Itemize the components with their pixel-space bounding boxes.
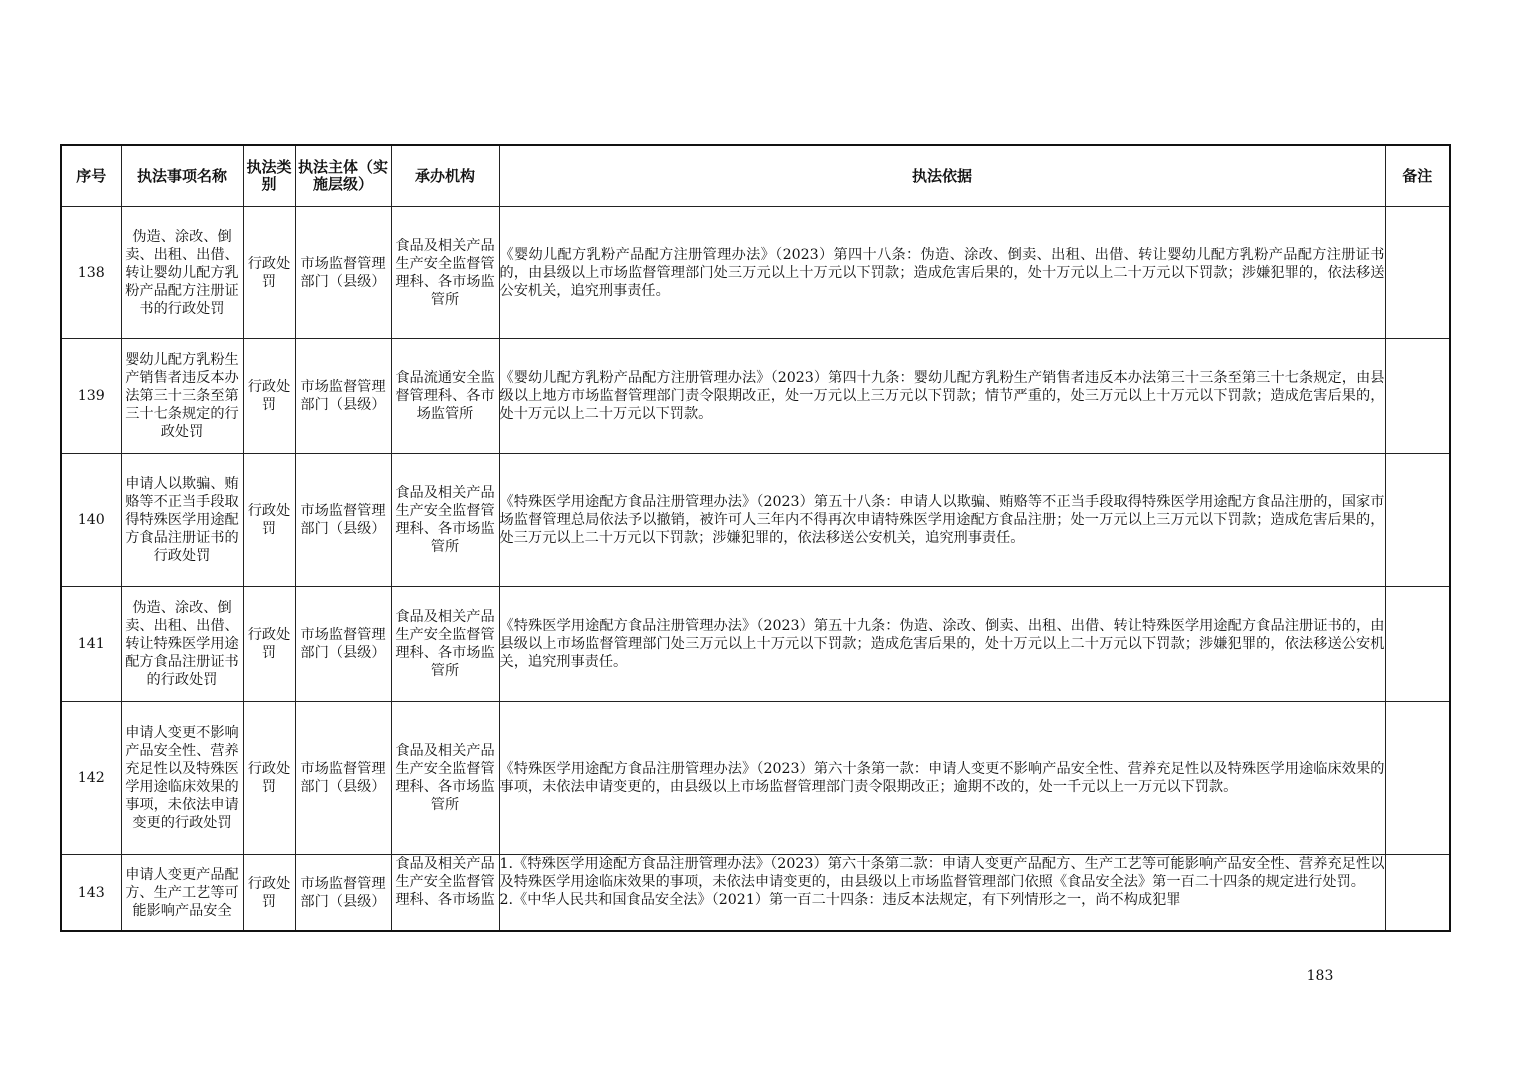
cell-name-text: 申请人变更产品配方、生产工艺等可能影响产品安全 [125,866,239,919]
basis-text: 《特殊医学用途配方食品注册管理办法》（2023）第五十八条：申请人以欺骗、贿赂等不正当手段取得特殊医学用途配方食品注册的，国家市场监督管理总局依法予以撤销，被许可人三年内不得再次申请特殊医学用途配方食品注册；处一万元以上三万元以下罚款；造成危害后果的，处三万元以上二十万元以下罚款；涉嫌犯罪的，依法移送公安机关，追究刑事责任。 [499,494,1385,546]
header-remark: 备注 [1385,145,1450,207]
basis-text-2: 2.《中华人民共和国食品安全法》（2021）第一百二十四条：违反本法规定，有下列情形之一，尚不构成犯罪 [499,892,1181,908]
cell-no: 138 [61,207,121,339]
header-name: 执法事项名称 [121,145,243,207]
cell-category: 行政处罚 [243,702,295,855]
cell-org: 食品流通安全监督管理科、各市场监管所 [391,339,499,454]
cell-category: 行政处罚 [243,339,295,454]
table-row [61,702,1450,855]
cell-category: 行政处罚 [243,587,295,702]
basis-text: 《特殊医学用途配方食品注册管理办法》（2023）第六十条第一款：申请人变更不影响产品安全性、营养充足性以及特殊医学用途临床效果的事项，未依法申请变更的，由县级以上市场监督管理部门责令限期改正；逾期不改的，处一千元以上一万元以下罚款。 [499,761,1385,795]
cell-category: 行政处罚 [243,207,295,339]
cell-remark [1385,702,1450,855]
cell-name [121,855,243,932]
page-number: 183 [1306,968,1334,984]
table-row [61,587,1450,702]
cell-category-text: 行政处罚 [247,875,291,910]
cell-name: 申请人变更不影响产品安全性、营养充足性以及特殊医学用途临床效果的事项，未依法申请变更的行政处罚 [121,702,243,855]
cell-name: 伪造、涂改、倒卖、出租、出借、转让特殊医学用途配方食品注册证书的行政处罚 [121,587,243,702]
cell-org: 食品及相关产品生产安全监督管理科、各市场监管所 [391,587,499,702]
cell-no: 141 [61,587,121,702]
basis-text: 《特殊医学用途配方食品注册管理办法》（2023）第五十九条：伪造、涂改、倒卖、出租、出借、转让特殊医学用途配方食品注册证书的，由县级以上市场监督管理部门处三万元以上十万元以下罚款；造成危害后果的，处十万元以上二十万元以下罚款；涉嫌犯罪的，依法移送公安机关，追究刑事责任。 [499,618,1385,670]
header-category: 执法类别 [243,145,295,207]
table-header [61,145,1450,207]
table-row [61,207,1450,339]
table-row [61,454,1450,587]
cell-category [243,855,295,932]
cell-subject-text: 市场监督管理部门（县级） [300,875,386,910]
cell-org: 食品及相关产品生产安全监督管理科、各市场监管所 [391,702,499,855]
cell-remark [1385,587,1450,702]
cell-basis [499,587,1385,702]
cell-org: 食品及相关产品生产安全监督管理科、各市场监管所 [391,454,499,587]
cell-subject: 市场监督管理部门（县级） [295,702,391,855]
header-subject: 执法主体（实施层级） [295,145,391,207]
cell-basis [499,454,1385,587]
cell-subject: 市场监督管理部门（县级） [295,454,391,587]
cell-name: 婴幼儿配方乳粉生产销售者违反本办法第三十三条至第三十七条规定的行政处罚 [121,339,243,454]
cell-no: 142 [61,702,121,855]
cell-org-text: 食品及相关产品生产安全监督管理科、各市场监 [395,856,495,908]
table-body [61,207,1450,932]
cell-no: 139 [61,339,121,454]
cell-no: 140 [61,454,121,587]
header-org: 承办机构 [391,145,499,207]
cell-subject: 市场监督管理部门（县级） [295,207,391,339]
header-row [61,145,1450,207]
cell-subject [295,855,391,932]
cell-subject: 市场监督管理部门（县级） [295,339,391,454]
cell-remark [1385,339,1450,454]
cell-org: 食品及相关产品生产安全监督管理科、各市场监管所 [391,207,499,339]
cell-basis [499,207,1385,339]
cell-category: 行政处罚 [243,454,295,587]
basis-text: 《婴幼儿配方乳粉产品配方注册管理办法》（2023）第四十九条：婴幼儿配方乳粉生产销售者违反本办法第三十三条至第三十七条规定，由县级以上地方市场监督管理部门责令限期改正，处一万元以上三万元以下罚款；情节严重的，处三万元以上十万元以下罚款；造成危害后果的，处十万元以上二十万元以下罚款。 [499,370,1385,422]
enforcement-table [60,144,1451,932]
basis-text-1: 1.《特殊医学用途配方食品注册管理办法》（2023）第六十条第二款：申请人变更产品配方、生产工艺等可能影响产品安全性、营养充足性以及特殊医学用途临床效果的事项，未依法申请变更的，由县级以上市场监督管理部门依照《食品安全法》第一百二十四条的规定进行处罚。 [499,856,1385,890]
basis-text: 《婴幼儿配方乳粉产品配方注册管理办法》（2023）第四十八条：伪造、涂改、倒卖、出租、出借、转让婴幼儿配方乳粉产品配方注册证书的，由县级以上市场监督管理部门处三万元以上十万元以下罚款；造成危害后果的，处十万元以上二十万元以下罚款；涉嫌犯罪的，依法移送公安机关，追究刑事责任。 [499,246,1385,299]
table-row [61,855,1450,932]
cell-subject: 市场监督管理部门（县级） [295,587,391,702]
table-row [61,339,1450,454]
cell-no [61,855,121,932]
cell-no-text: 143 [77,884,105,901]
cell-remark [1385,207,1450,339]
header-no: 序号 [61,145,121,207]
cell-name: 伪造、涂改、倒卖、出租、出借、转让婴幼儿配方乳粉产品配方注册证书的行政处罚 [121,207,243,339]
cell-name: 申请人以欺骗、贿赂等不正当手段取得特殊医学用途配方食品注册证书的行政处罚 [121,454,243,587]
cell-remark [1385,454,1450,587]
cell-basis [499,855,1385,932]
cell-basis [499,339,1385,454]
cell-basis [499,702,1385,855]
cell-remark [1385,855,1450,932]
cell-org [391,855,499,932]
header-basis: 执法依据 [499,145,1385,207]
